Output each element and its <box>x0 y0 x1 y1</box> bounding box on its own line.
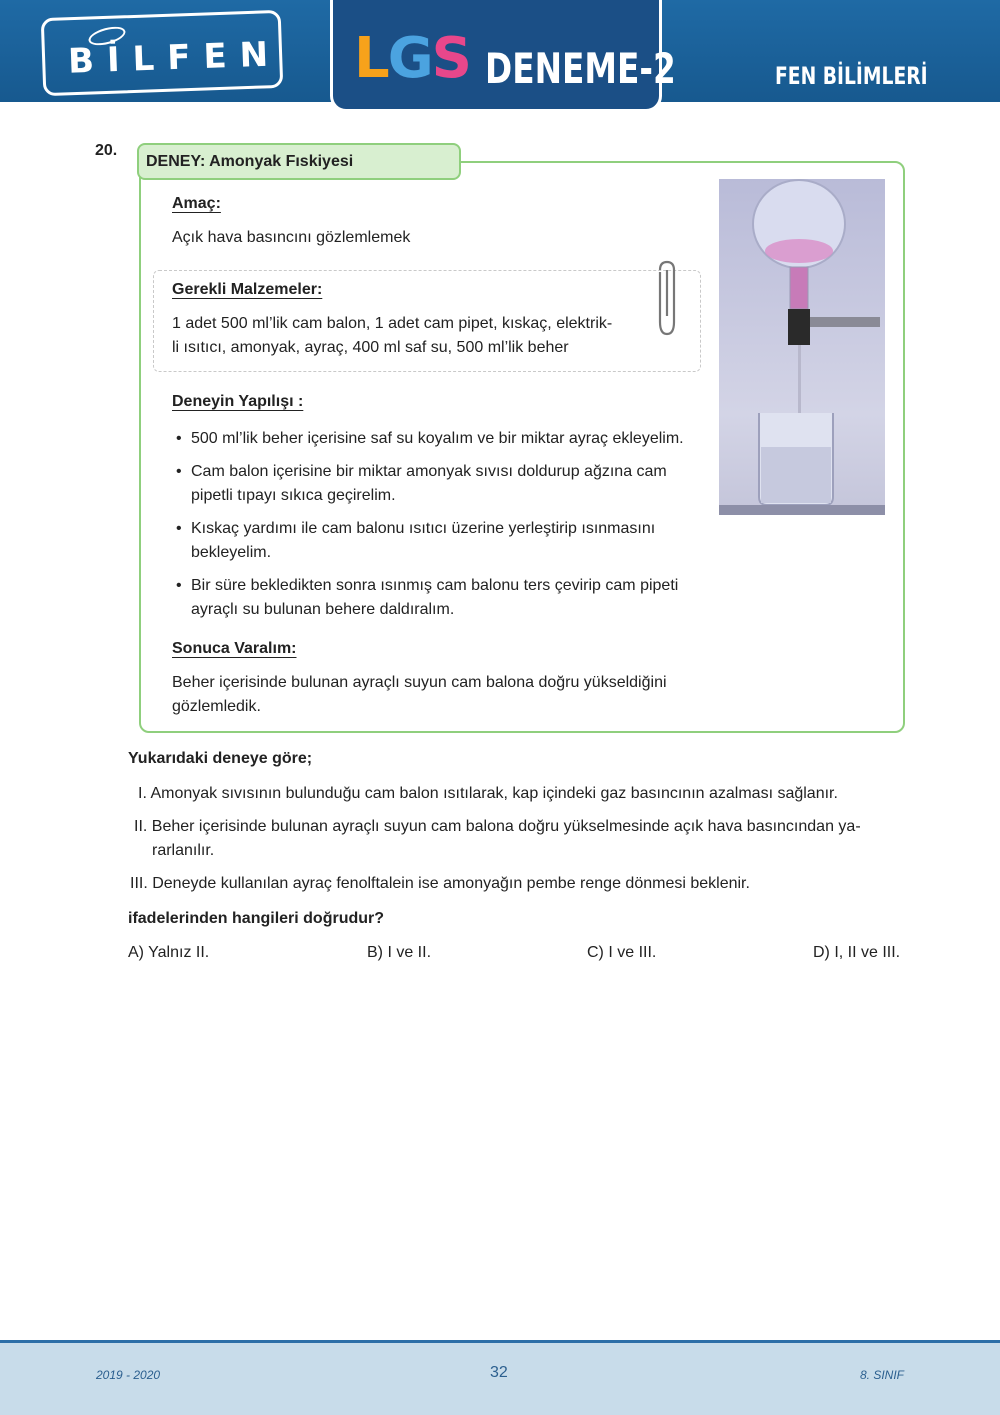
result-heading: Sonuca Varalım: <box>172 640 297 657</box>
option-c[interactable]: C) I ve III. <box>587 944 657 961</box>
result-line: gözlemledik. <box>172 698 261 715</box>
experiment-title: DENEY: Amonyak Fıskiyesi <box>137 143 461 180</box>
page-number: 32 <box>490 1364 508 1381</box>
procedure-step-line: • 500 ml’lik beher içerisine saf su koyalım ve bir miktar ayraç ekleyelim. <box>191 430 684 447</box>
procedure-step-line: • Kıskaç yardımı ile cam balonu ısıtıcı üzerine yerleştirip ısınmasını <box>191 520 656 537</box>
option-b[interactable]: B) I ve II. <box>367 944 432 961</box>
footer-year: 2019 - 2020 <box>96 1368 161 1382</box>
ammonia-fountain-illustration <box>719 179 885 515</box>
aim-text: Açık hava basıncını gözlemlemek <box>172 229 411 246</box>
brand-logo: BİLFEN <box>67 34 282 82</box>
procedure-step <box>176 574 696 622</box>
materials-line: li ısıtıcı, amonyak, ayraç, 400 ml saf su, 500 ml’lik beher <box>172 339 569 356</box>
statement-line: II. Beher içerisinde bulunan ayraçlı suyun cam balona doğru yükselmesinde açık hava basıncından ya- <box>134 818 861 835</box>
procedure-step-line: bekleyelim. <box>191 544 272 561</box>
procedure-step <box>176 427 696 451</box>
procedure-step-line: pipetli tıpayı sıkıca geçirelim. <box>191 487 396 504</box>
lgs-letter-s: S <box>431 26 470 91</box>
procedure-step <box>176 517 696 565</box>
question-number: 20. <box>95 142 118 159</box>
question-stem: Yukarıdaki deneye göre; <box>128 750 313 767</box>
procedure-step-line: • Bir süre bekledikten sonra ısınmış cam balonu ters çevirip cam pipeti <box>191 577 679 594</box>
lgs-letter-g: G <box>387 26 432 91</box>
exam-title: DENEME-2 <box>485 44 676 93</box>
statement-3 <box>130 872 750 896</box>
aim-heading: Amaç: <box>172 195 221 212</box>
option-a[interactable]: A) Yalnız II. <box>128 944 210 961</box>
procedure-heading: Deneyin Yapılışı : <box>172 393 304 410</box>
materials-line: 1 adet 500 ml’lik cam balon, 1 adet cam pipet, kıskaç, elektrik- <box>172 315 613 332</box>
statement-line: III. Deneyde kullanılan ayraç fenolftalein ise amonyağın pembe renge dönmesi beklenir. <box>130 875 750 892</box>
procedure-step-line: ayraçlı su bulunan behere daldıralım. <box>191 601 455 618</box>
question-prompt: ifadelerinden hangileri doğrudur? <box>128 910 385 927</box>
statement-1 <box>138 782 838 806</box>
subject-title: FEN BİLİMLERİ <box>775 62 928 90</box>
procedure-step <box>176 460 696 508</box>
materials-heading: Gerekli Malzemeler: <box>172 281 323 298</box>
statement-2 <box>134 815 906 863</box>
paper-clip-icon <box>650 260 684 340</box>
result-line: Beher içerisinde bulunan ayraçlı suyun cam balona doğru yükseldiğini <box>172 674 667 691</box>
option-d[interactable]: D) I, II ve III. <box>813 944 901 961</box>
lgs-letter-l: L <box>354 26 388 91</box>
experiment-photo <box>719 179 885 515</box>
result-text <box>172 671 702 719</box>
footer-grade: 8. SINIF <box>860 1368 905 1382</box>
lgs-logo <box>354 26 470 91</box>
materials-text <box>172 312 642 360</box>
statement-line: I. Amonyak sıvısının bulunduğu cam balon ısıtılarak, kap içindeki gaz basıncının azalması sağlanır. <box>138 785 838 802</box>
procedure-list <box>176 427 696 631</box>
statement-line: rarlanılır. <box>152 842 215 859</box>
procedure-step-line: • Cam balon içerisine bir miktar amonyak sıvısı doldurup ağzına cam <box>191 463 667 480</box>
